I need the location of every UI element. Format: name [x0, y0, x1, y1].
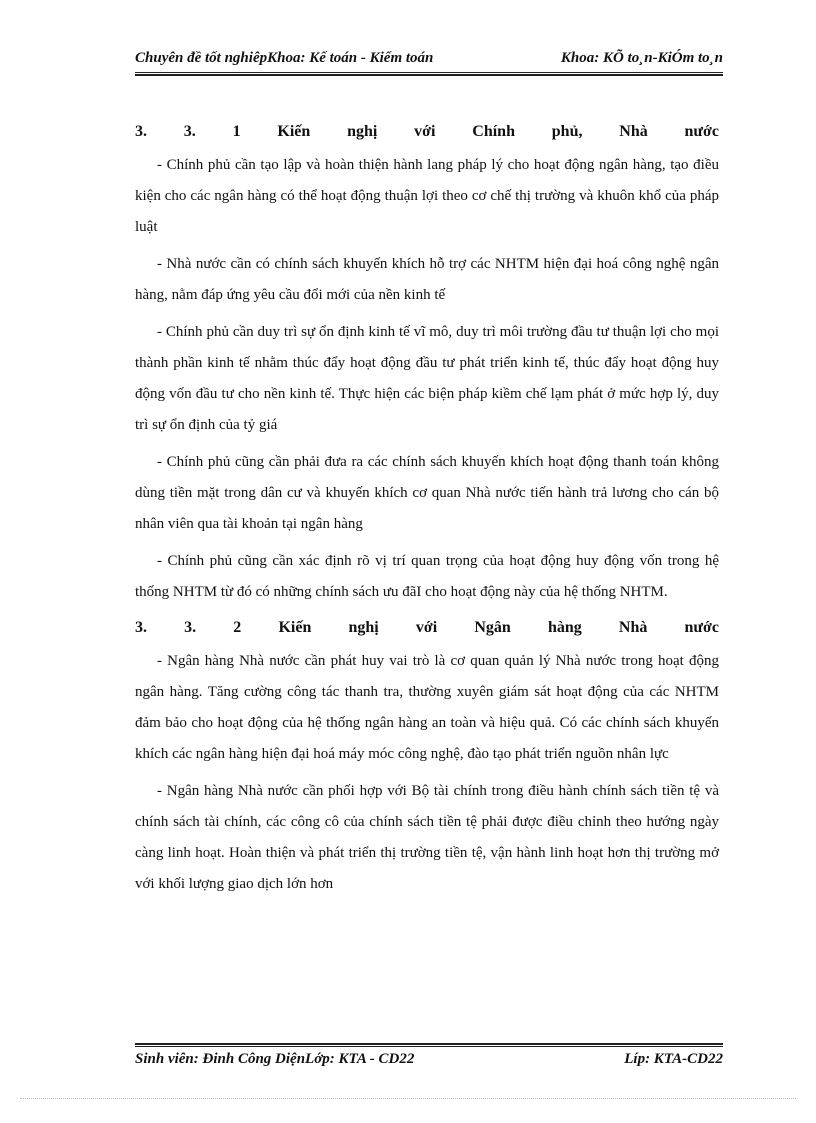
- section-heading-2: 3. 3. 2 Kiến nghị với Ngân hàng Nhà nước: [135, 619, 719, 636]
- paragraph: - Chính phủ cần tạo lập và hoàn thiện hành lang pháp lý cho hoạt động ngân hàng, tạo điều kiện cho các ngân hàng có thể hoạt động thuận lợi theo cơ chế thị trường và khuôn khổ của pháp luật: [135, 157, 719, 235]
- page-edge-divider: [20, 1098, 796, 1099]
- document-body: [135, 118, 719, 906]
- header-left-text: Chuyên đề tốt nghiêpKhoa: Kế toán - Kiểm toán: [135, 50, 434, 66]
- footer-right-text: Líp: KTA-CD22: [624, 1051, 723, 1067]
- section-heading-1: 3. 3. 1 Kiến nghị với Chính phủ, Nhà nước: [135, 123, 719, 140]
- paragraph: - Chính phủ cũng cần phải đưa ra các chính sách khuyến khích hoạt động thanh toán không dùng tiền mặt trong dân cư và khuyến khích cơ quan Nhà nước tiến hành trả lương cho cán bộ nhân viên qua tài khoản tại ngân hàng: [135, 454, 719, 532]
- paragraph: - Nhà nước cần có chính sách khuyến khích hỗ trợ các NHTM hiện đại hoá công nghệ ngân hàng, nằm đáp ứng yêu cầu đổi mới của nền kinh tế: [135, 256, 719, 303]
- page-header: [135, 50, 723, 73]
- page-footer: [135, 1046, 723, 1073]
- paragraph: - Ngân hàng Nhà nước cần phối hợp với Bộ tài chính trong điều hành chính sách tiền tệ và chính sách tài chính, các công cô của chính sách tiền tệ phải được điều chỉnh theo hướng ngày càng linh hoạt. Hoàn thiện và phát triển thị trường tiền tệ, vận hành linh hoạt hơn thị trường mở với khối lượng giao dịch lớn hơn: [135, 783, 719, 892]
- header-right-text: Khoa: KÕ to¸n-KiÓm to¸n: [560, 50, 723, 66]
- paragraph: - Chính phủ cần duy trì sự ổn định kinh tế vĩ mô, duy trì môi trường đầu tư thuận lợi cho mọi thành phần kinh tế nhằm thúc đẩy hoạt động đầu tư phát triển kinh tế, thúc đẩy hoạt động huy động vốn đầu tư cho nền kinh tế. Thực hiện các biện pháp kiềm chế lạm phát ở mức hợp lý, duy trì sự ổn định của tỷ giá: [135, 324, 719, 433]
- footer-left-text: Sinh viên: Đinh Công DiệnLớp: KTA - CD22: [135, 1051, 415, 1067]
- paragraph: - Ngân hàng Nhà nước cần phát huy vai trò là cơ quan quản lý Nhà nước trong hoạt động ngân hàng. Tăng cường công tác thanh tra, thường xuyên giám sát hoạt động của các NHTM đảm bảo cho hoạt động của hệ thống ngân hàng an toàn và hiệu quả. Có các chính sách khuyến khích các ngân hàng hiện đại hoá máy móc công nghệ, đào tạo phát triển nguồn nhân lực: [135, 653, 719, 762]
- paragraph: - Chính phủ cũng cần xác định rõ vị trí quan trọng của hoạt động huy động vốn trong hệ thống NHTM từ đó có những chính sách ưu đãI cho hoạt động này của hệ thống NHTM.: [135, 553, 719, 600]
